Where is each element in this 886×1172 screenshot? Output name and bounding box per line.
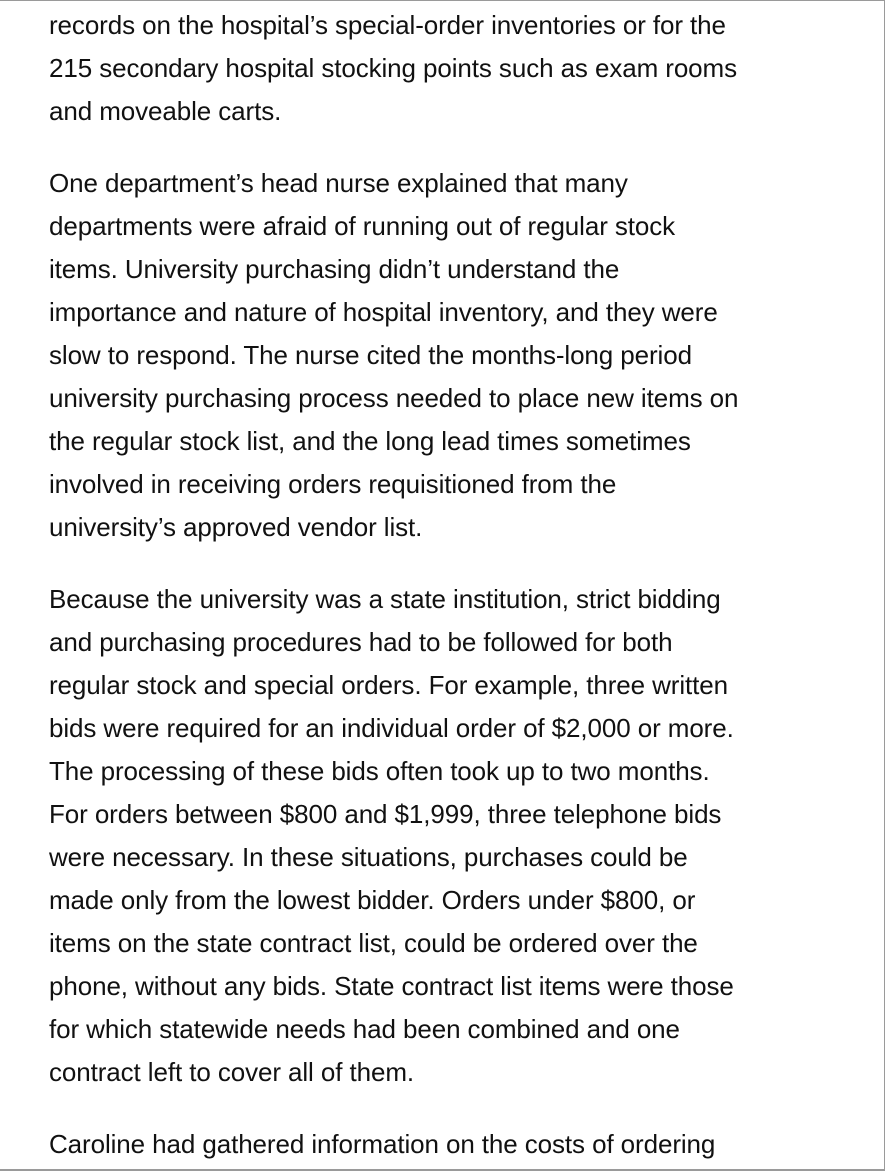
paragraph — [49, 4, 849, 133]
text-line: 215 secondary hospital stocking points such as exam rooms — [49, 53, 737, 83]
paragraph — [49, 1123, 849, 1166]
text-line: involved in receiving orders requisitioned from the — [49, 469, 617, 499]
text-line: bids were required for an individual order of $2,000 or more. — [49, 713, 734, 743]
text-line: and moveable carts. — [49, 96, 282, 126]
text-line: Because the university was a state institution, strict bidding — [49, 584, 721, 614]
text-line: contract left to cover all of them. — [49, 1057, 414, 1087]
text-line: regular stock and special orders. For example, three written — [49, 670, 728, 700]
text-line: phone, without any bids. State contract list items were those — [49, 971, 734, 1001]
text-line: records on the hospital’s special-order inventories or for the — [49, 10, 726, 40]
text-line: The processing of these bids often took up to two months. — [49, 756, 710, 786]
text-line: university purchasing process needed to place new items on — [49, 383, 739, 413]
text-line: Caroline had gathered information on the costs of ordering — [49, 1129, 716, 1159]
text-line: For orders between $800 and $1,999, three telephone bids — [49, 799, 722, 829]
text-line: importance and nature of hospital inventory, and they were — [49, 297, 718, 327]
text-line: and purchasing procedures had to be followed for both — [49, 627, 673, 657]
text-line: were necessary. In these situations, purchases could be — [49, 842, 688, 872]
text-line: slow to respond. The nurse cited the months-long period — [49, 340, 692, 370]
text-line: made only from the lowest bidder. Orders under $800, or — [49, 885, 696, 915]
document-body — [49, 4, 849, 1171]
paragraph — [49, 162, 849, 549]
text-line: departments were afraid of running out of regular stock — [49, 211, 676, 241]
text-line: university’s approved vendor list. — [49, 512, 423, 542]
paragraph — [49, 578, 849, 1094]
text-line: for which statewide needs had been combined and one — [49, 1014, 680, 1044]
text-line: the regular stock list, and the long lead times sometimes — [49, 426, 691, 456]
text-line: items. University purchasing didn’t understand the — [49, 254, 620, 284]
text-line: One department’s head nurse explained that many — [49, 168, 628, 198]
text-line: items on the state contract list, could be ordered over the — [49, 928, 698, 958]
